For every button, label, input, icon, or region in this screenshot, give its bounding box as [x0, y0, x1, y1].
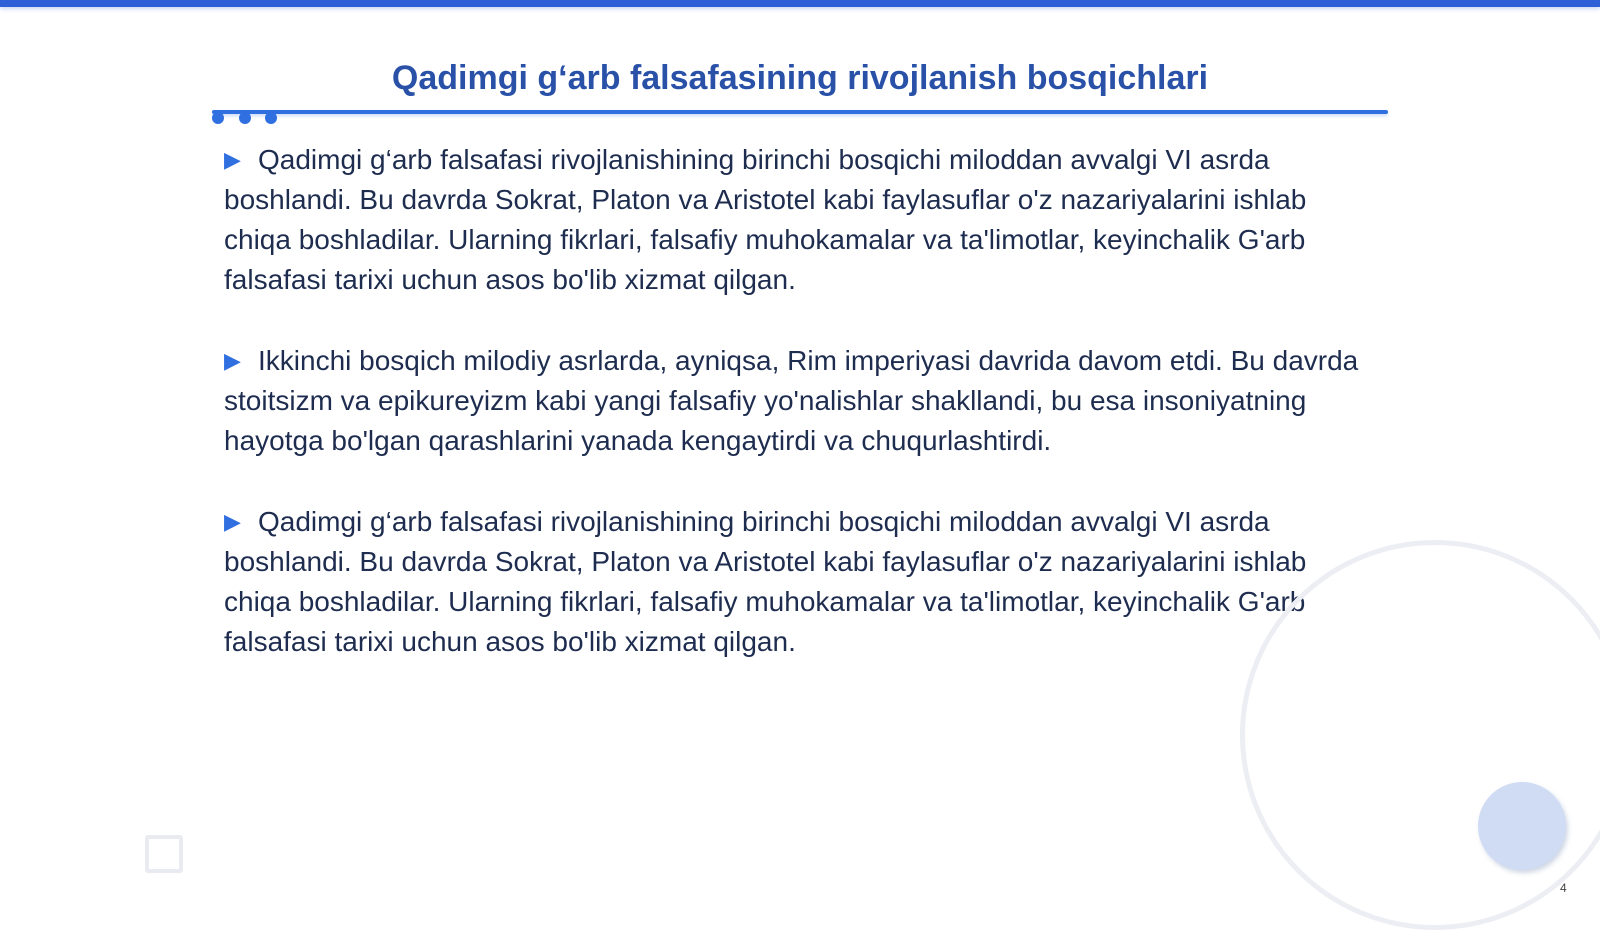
top-accent-bar: [0, 0, 1600, 7]
page-number: 4: [1560, 881, 1567, 895]
decorative-disc: [1478, 782, 1566, 870]
slide-body: [224, 140, 1364, 703]
title-dot-2: [239, 112, 251, 124]
bullet-paragraph-2: [224, 341, 1364, 461]
bullet-text-3: Qadimgi g‘arb falsafasi rivojlanishining birinchi bosqichi miloddan avvalgi VI asrda boshlandi. Bu davrda Sokrat, Platon va Aristotel kabi faylasuflar o'z nazariyalarini ishlab chiqa boshladilar. Ularning fikrlari, falsafiy muhokamalar va ta'limotlar, keyinchalik G'arb falsafasi tarixi uchun asos bo'lib xizmat qilgan.: [224, 506, 1307, 657]
title-dot-1: [212, 112, 224, 124]
triangle-bullet-icon: ▶: [224, 147, 241, 172]
decorative-square-outline: [145, 835, 183, 873]
title-underline: [212, 110, 1388, 114]
slide-title: Qadimgi g‘arb falsafasining rivojlanish bosqichlari: [391, 59, 1209, 97]
bullet-paragraph-3: [224, 502, 1364, 662]
bullet-text-2: Ikkinchi bosqich milodiy asrlarda, ayniqsa, Rim imperiyasi davrida davom etdi. Bu davrda stoitsizm va epikureyizm kabi yangi falsafiy yo'nalishlar shakllandi, bu esa insoniyatning hayotga bo'lgan qarashlarini yanada kengaytirdi va chuqurlashtirdi.: [224, 345, 1359, 456]
bullet-paragraph-1: [224, 140, 1364, 300]
decorative-ring: [1240, 540, 1600, 930]
triangle-bullet-icon: ▶: [224, 509, 241, 534]
bullet-text-1: Qadimgi g‘arb falsafasi rivojlanishining birinchi bosqichi miloddan avvalgi VI asrda boshlandi. Bu davrda Sokrat, Platon va Aristotel kabi faylasuflar o'z nazariyalarini ishlab chiqa boshladilar. Ularning fikrlari, falsafiy muhokamalar va ta'limotlar, keyinchalik G'arb falsafasi tarixi uchun asos bo'lib xizmat qilgan.: [224, 144, 1307, 295]
title-dot-3: [265, 112, 277, 124]
triangle-bullet-icon: ▶: [224, 348, 241, 373]
